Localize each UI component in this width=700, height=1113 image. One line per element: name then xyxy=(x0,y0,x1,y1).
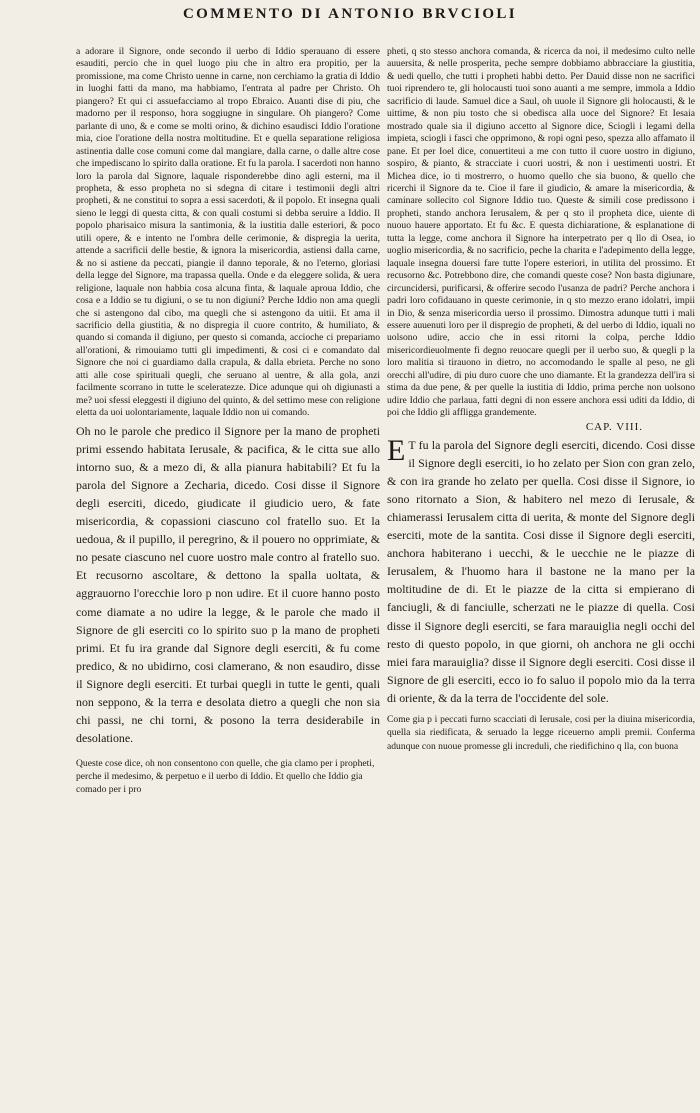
commentary-paragraph: a adorare il Signore, onde secondo il uerbo di Iddio sperauano di essere esauditi, percio che in quel luogo piu che in altro era propitio, per la promissione, ma come Christo uenne in carne, non cerchiamo la gratia di Iddio in luoghi fatti da mano, ma habbiamo, l'entrata al padre per Christo. Oh piangero? Et qui ci assuefacciamo al tropo Ebraico. Auanti dise di piu, che madorno per il responso, hora soggiugne in singulare. Oh piangero? Come parlante di uno, & e come se molti orino, & dichino esaudisci Iddio l'oratione mia, cioe l'oratione della nostra moltitudine. Et e quella separatione religiosa astinentia dalle cose comuni come dal mangiare, dalla carne, o dalle altre cose che impediscano lo spirito dalla oratione. Et fu la parola. I sacerdoti non hanno loro la parola dal Signore, laquale risponderebbe dino agli esterni, ma il propheta, & esso propheta no si sdegna di citare i testimonii degli altri propheti, & ne constitui to sopra a essi sacerdoti, & il popolo. Et insegna quali sieno le leggi di questa citta, & con quali costumi si debba seruire a Iddio. Il popolo pharisaico misura la santimonia, & la iustitia dalle esteriori, & poco utili opere, & e intento ne l'ombra delle cerimonie, & dispregia la uerita, attende a sacrificii delle bestie, & ignora la misericordia, astiensi dalla carne, & no si astiene da peccati, piangie il danno teporale, & no l'eterno, gloriasi della legge del Signore, ma trapassa quella. Onde e da eleggere solida, & uera religione, laquale non habbia cosa alcuna finta, & laquale aproua Iddio, che cosa e a Iddio se tu digiuni, o se tu non digiuni? Perche Iddio non ama quegli che si astengono dal cibo, ma quegli che si astengono da uitii. Et ama il sacrificio della giustitia, & no dispregia il cuore contrito, & humiliato, & quando si comanda il digiuno, per questo si comanda, accioche ci prepariamo all'orationi, & rimouiamo tutti gli impedimenti, & cosi ci e comandato dal Signore che noi ci guardiamo dalla crapula, & dalla ebrieta. Perche no sono atti alle cose spirituali quegli, che seruano al uentre, & alla gola, anzi facilmente scorrano in tutte le sceleratezze. Dice adunque qui oh digiunasti a me? uoi sfessi eleggesti il digiuno del quinto, & del settimo mese con religione eletta da uoi uolontariamente, laquale Iddio non ui comando. xyxy=(76,46,380,419)
left-commentary xyxy=(76,46,380,420)
scripture-paragraph: T fu la parola del Signore degli eserciti, dicendo. Cosi disse il Signore degli eserciti, io ho zelato per Sion con gran zelo, & con ira grande ho zelato per quella. Cosi disse il Signore, io sono ritornato a Sion, & habitero nel mezo di Ierusale, & chiamerassi Ierusalem citta di uerita, & monte del Signore degli eserciti, mote de la santita. Cosi disse il Signore degli eserciti, anchora habiterano i uecchi, & le uecchie ne le piazze di Ierusalem, & l'huomo hara il bastone ne la mano per la moltitudine de di. Et le piazze de la citta si empierano di fanciugli, & di fanciulle, scherzati ne le piazze di quella. Cosi disse il Signore degli eserciti, se fara marauiglia negli occhi del resto di questo popolo, in que giorni, oh anchora ne gli occhi miei fara marauiglia? disse il Signore degli eserciti. Cosi disse il Signore de gli eserciti, ecco io fo saluo il popolo mio da la terra di oriente, & da la terra de l'occidente del sole. xyxy=(387,437,695,705)
right-scripture xyxy=(387,433,695,707)
running-head: COMMENTO DI ANTONIO BRVCIOLI xyxy=(182,6,518,22)
tail-paragraph: Come gia p i peccati furno scacciati di Ierusale, cosi per la diuina misericordia, quella sia riedificata, & seruado la legge riceuerno ampli premii. Conferma adunque con nuoue promesse gli increduli, che riedifichino q lla, con buona xyxy=(387,714,695,752)
commentary-paragraph: pheti, q sto stesso anchora comanda, & ricerca da noi, il medesimo culto nelle auuersita, & nelle prosperita, peche sempre dobbiamo abbracciare la giustitia, & uedi quello, che tutti i propheti habbi detto. Per Dauid disse non ne sacrifici tuoi riprendero te, gli holocausti tuoi sono auanti a me sempre, immola a Iddio sacrificio di laude. Samuel dice a Saul, oh uuole il Signore gli holocausti, & le uittime, & non piu tosto che si obedisca alla uoce del Signore? Et Iesaia mostrado quale sia il digiuno accetto al Signore dice, Sciogli i legami della impieta, sciogli i fasci che opprimono, & ropi ogni peso, spezza allo affamato il pane. Et per Ioel dice, conuertiteui a me con tutto il cuore uostro in digiuno, sospiro, & pianto, & stracciate i cuori uostri, & non i uestimenti uostri. Et Michea dice, io ti mostrerro, o huomo quello che sia buono, & quello che ricerchi il Signore da te. Cioe il fare il giudicio, & amare la misericordia, & caminare sollecito col Signore Iddio tuo. Queste & simili cose predissono i propheti, stando anchora Ierusalem, & per q sto il propheta dice, uiente di nuouo hauere apportato. Et fu &c. E questa dichiaratione, & esplanatione di tutta la legge, come anchora il Signore ha interpetrato per q llo di Osea, io uoglio misericordia, & no sacrificio, peche la charita e l'adepimento della legge, laquale insegna douersi fare tutte l'opere esteriori, in utilita del prossimo. Et recusorno &c. Potrebbono dire, che comandi queste cose? Non basta digiunare, circuncidersi, purificarsi, & offerire secodo l'usanza de padri? Perche anchora i padri loro cofidauano in queste cerimonie, in q sto mezzo erano idolatri, impii in Dio, & senza misericordia uerso il prossimo. Dimostra adunque tutti i mali essere auuenuti loro per il dispregio de propheti, & del uerbo di Iddio, iquali no uolsono udire, accio che in essi ritorni la colpa, perche Iddio misericordieuolmente fi degno reuocare quegli per il uerbo suo, & quegli p la loro malitia si tirauono in dietro, no accomodando le spalle al peso, ne gli orecchi all'udire, di piu duro cuore che uno diamante. Et la grandezza dell'ira si stima da due pene, & per quelle la iustitia di Iddio, prima perche non uolsono udire Iddio che parlaua, fatti degni di non essere anchora essi uditi da Iddio, di poi che Iddio gli affligga grandemente. xyxy=(387,46,695,419)
continuation-paragraph: Queste cose dice, oh non consentono con quelle, che gia clamo per i propheti, perche il medesimo, & perpetuo e il uerbo di Iddio. Et quello che Iddio gia comado per i pro xyxy=(76,757,375,796)
right-tail-commentary xyxy=(387,713,695,753)
right-column xyxy=(387,46,695,753)
left-column xyxy=(76,46,380,806)
scripture-paragraph: Oh no le parole che predico il Signore per la mano de propheti primi essendo habitata Ierusale, & pacifica, & le citta sue allo intorno suo, & a mezo di, & alla pianura habitabili? Et fu la parola del Signore a Zecharia, dicedo. Cosi disse il Signore degli eserciti, dicedo, giudicate il giudicio uero, & fate misericordia, & copassioni ciascuno col fratello suo. Et la uedoua, & il pupillo, il peregrino, & il pouero no opprimiate, & no pesate ciascuno nel cuore uostro male contro al fratello suo. Et recusorno ascoltare, & dettono la spalla uoltata, & aggrauorno l'orecchie loro p non udire. Et il cuore hanno posto come diamate a no udire la legge, & le parole che mado il Signore de gli eserciti co lo spirito suo p la mano de propheti primi. Et fu ira grande dal Signore degli eserciti, & fu come predico, & no ubidirno, cosi clamerano, & non esaudiro, disse il Signore degli eserciti. Et turbai quegli in tutte le genti, quali non seppono, & la terra e desolata dietro a quegli che non sia chi passi, ne chi torni, & posono la terra desiderabile in desolatione. xyxy=(76,423,380,746)
drop-capital: E xyxy=(387,433,406,467)
chapter-heading: CAP. VIII. xyxy=(585,420,643,433)
right-commentary xyxy=(387,46,695,420)
left-continuation xyxy=(76,757,380,797)
left-scripture xyxy=(76,422,380,748)
